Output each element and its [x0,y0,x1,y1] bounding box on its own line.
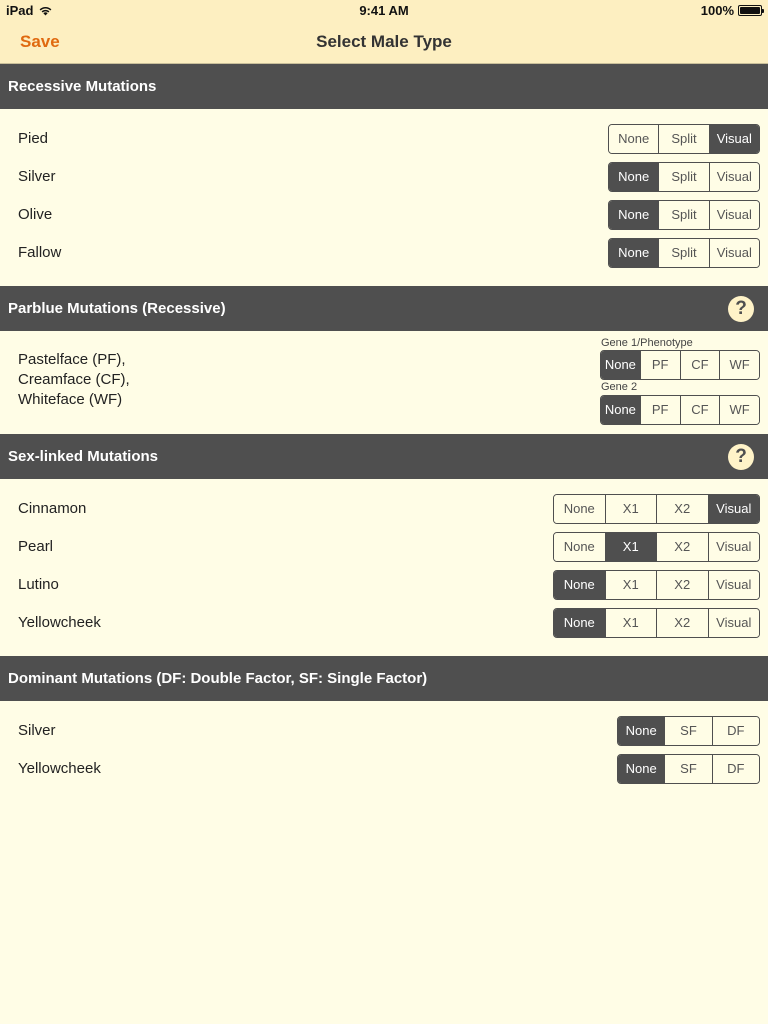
segment-option-sf[interactable]: SF [664,755,711,783]
segment-option-visual[interactable]: Visual [708,571,760,599]
segment-option-split[interactable]: Split [658,125,708,153]
segment-option-visual[interactable]: Visual [709,201,759,229]
segment-option-visual[interactable]: Visual [708,533,760,561]
device-name: iPad [6,3,34,18]
battery-icon [738,5,762,16]
parblue-label-line: Pastelface (PF), [18,351,126,368]
segment-option-x2[interactable]: X2 [656,609,708,637]
status-time: 9:41 AM [359,3,409,18]
row-label: Yellowcheek [18,614,101,631]
row-label: Pearl [18,538,54,555]
segment-option-split[interactable]: Split [658,163,708,191]
segmented-control-silver [617,716,760,746]
page-title: Select Male Type [316,32,452,51]
section-header-parblue [0,286,768,331]
segment-option-none[interactable]: None [554,609,605,637]
battery-percent: 100% [700,3,734,18]
segment-option-visual[interactable]: Visual [709,125,759,153]
row-label: Pied [18,130,49,147]
segment-option-none[interactable]: None [609,239,658,267]
segment-option-none[interactable]: None [554,533,605,561]
row-label: Cinnamon [18,500,87,517]
section-title: Parblue Mutations (Recessive) [8,300,226,317]
segmented-control-olive [608,200,760,230]
segment-option-split[interactable]: Split [658,201,708,229]
segment-option-none[interactable]: None [609,163,658,191]
section-title: Recessive Mutations [8,78,157,95]
segment-option-x1[interactable]: X1 [605,495,657,523]
segment-option-x2[interactable]: X2 [656,571,708,599]
segment-option-visual[interactable]: Visual [708,609,760,637]
segmented-control-cinnamon [553,494,760,524]
segment-option-x1[interactable]: X1 [605,571,657,599]
segment-option-pf[interactable]: PF [640,351,680,379]
navigation-bar [0,20,768,64]
row-label: Silver [18,168,56,185]
segmented-control-lutino [553,570,760,600]
help-icon[interactable]: ? [728,296,754,322]
segment-option-none[interactable]: None [554,571,605,599]
segment-option-none[interactable]: None [618,755,664,783]
segment-option-visual[interactable]: Visual [709,163,759,191]
section-header-sexlinked [0,434,768,479]
segmented-control-silver [608,162,760,192]
parblue-label [18,350,130,410]
segment-option-none[interactable]: None [601,396,640,424]
segment-option-visual[interactable]: Visual [708,495,760,523]
row-label: Silver [18,722,56,739]
segment-option-cf[interactable]: CF [680,351,720,379]
save-button[interactable]: Save [20,32,60,51]
status-bar [0,0,768,20]
segmented-control-yellowcheek [617,754,760,784]
segment-option-df[interactable]: DF [712,755,759,783]
segment-option-none[interactable]: None [554,495,605,523]
row-label: Fallow [18,244,62,261]
row-label: Lutino [18,576,59,593]
segment-option-x2[interactable]: X2 [656,495,708,523]
segment-option-none[interactable]: None [609,125,658,153]
gene1-segmented-control [600,350,760,380]
section-header-recessive [0,64,768,109]
gene1-label: Gene 1/Phenotype [601,337,693,349]
segment-option-none[interactable]: None [601,351,640,379]
segmented-control-pied [608,124,760,154]
segment-option-cf[interactable]: CF [680,396,720,424]
segment-option-x2[interactable]: X2 [656,533,708,561]
segment-option-sf[interactable]: SF [664,717,711,745]
parblue-label-line: Creamface (CF), [18,371,130,388]
segment-option-x1[interactable]: X1 [605,609,657,637]
segment-option-pf[interactable]: PF [640,396,680,424]
segment-option-x1[interactable]: X1 [605,533,657,561]
segment-option-wf[interactable]: WF [719,351,759,379]
segmented-control-pearl [553,532,760,562]
section-header-dominant [0,656,768,701]
segmented-control-yellowcheek [553,608,760,638]
segment-option-wf[interactable]: WF [719,396,759,424]
segmented-control-fallow [608,238,760,268]
segment-option-none[interactable]: None [609,201,658,229]
section-title: Sex-linked Mutations [8,448,159,465]
parblue-label-line: Whiteface (WF) [18,391,123,408]
segment-option-df[interactable]: DF [712,717,759,745]
status-right [701,3,762,18]
row-label: Yellowcheek [18,760,101,777]
row-label: Olive [18,206,53,223]
segment-option-none[interactable]: None [618,717,664,745]
section-title: Dominant Mutations (DF: Double Factor, SF: Single Factor) [8,670,428,687]
segment-option-visual[interactable]: Visual [709,239,759,267]
gene2-segmented-control [600,395,760,425]
help-icon[interactable]: ? [728,444,754,470]
segment-option-split[interactable]: Split [658,239,708,267]
gene2-label: Gene 2 [601,381,638,393]
